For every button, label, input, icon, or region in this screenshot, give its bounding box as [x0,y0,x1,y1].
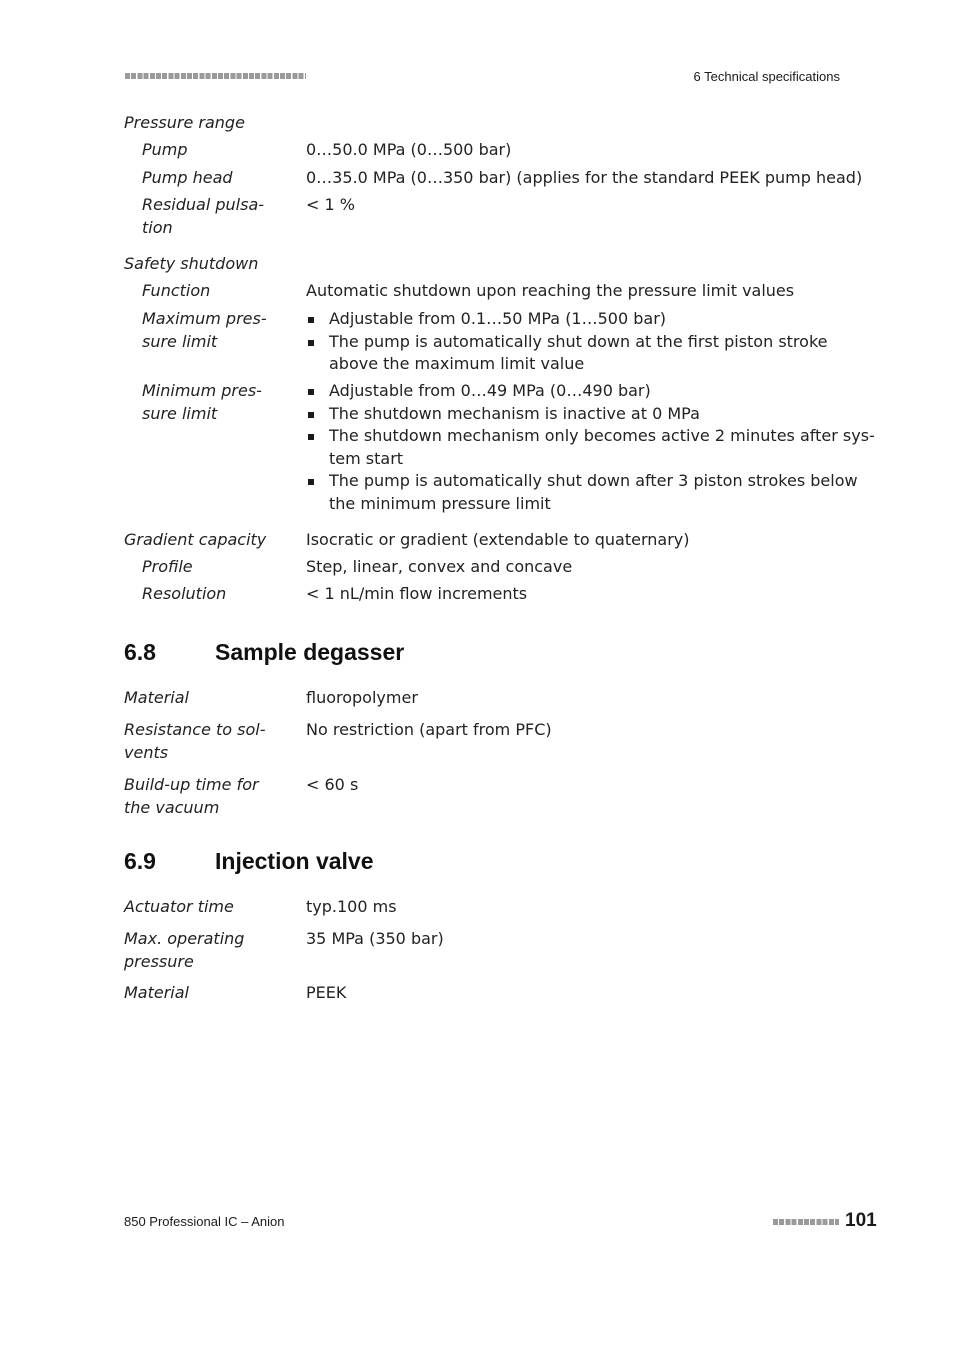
residual-pulsation-label [142,194,264,239]
min-pressure-limit-list [306,380,875,515]
actuator-time-value: typ.100 ms [306,897,397,916]
resistance-label-line-2: vents [124,742,169,762]
footer-decoration [773,1219,839,1225]
max-operating-pressure-label [124,928,244,973]
list-item: The pump is automatically shut down after 3 piston strokes below the minimum pressure limit [306,470,875,515]
max-pressure-limit-label [142,308,267,353]
section-heading-sample-degasser [124,639,404,666]
valve-material-value: PEEK [306,983,347,1002]
pump-head-value: 0…35.0 MPa (0…350 bar) (applies for the standard PEEK pump head) [306,168,863,187]
resolution-label: Resolution [142,584,227,603]
section-title: Injection valve [215,848,374,874]
section-heading-injection-valve [124,848,374,875]
running-header: 6 Technical specifications [693,69,840,84]
degasser-material-label: Material [124,688,189,707]
safety-shutdown-label: Safety shutdown [124,254,259,273]
max-label-line-2: sure limit [142,331,218,351]
gradient-capacity-value: Isocratic or gradient (extendable to quaternary) [306,530,690,549]
list-item: Adjustable from 0.1…50 MPa (1…500 bar) [306,308,827,331]
profile-label: Profile [142,557,193,576]
section-number: 6.8 [124,639,156,665]
max-operating-pressure-value: 35 MPa (350 bar) [306,929,444,948]
pump-head-label: Pump head [142,168,233,187]
buildup-time-value: < 60 s [306,775,359,794]
min-label-line-2: sure limit [142,403,218,423]
resistance-value: No restriction (apart from PFC) [306,720,552,739]
buildup-label-line-1: Build-up time for [124,775,259,794]
maxop-label-line-2: pressure [124,951,194,971]
buildup-time-label [124,774,259,819]
function-value: Automatic shutdown upon reaching the pressure limit values [306,281,795,300]
residual-label-line-2: tion [142,217,173,237]
pressure-range-label: Pressure range [124,113,245,132]
buildup-label-line-2: the vacuum [124,797,220,817]
pump-value: 0…50.0 MPa (0…500 bar) [306,140,512,159]
function-label: Function [142,281,211,300]
max-label-line-1: Maximum pres- [142,309,267,328]
list-item: The shutdown mechanism is inactive at 0 MPa [306,403,875,426]
residual-pulsation-value: < 1 % [306,195,355,214]
list-item: Adjustable from 0…49 MPa (0…490 bar) [306,380,875,403]
section-title: Sample degasser [215,639,405,665]
min-label-line-1: Minimum pres- [142,381,262,400]
actuator-time-label: Actuator time [124,897,234,916]
min-pressure-limit-label [142,380,262,425]
residual-label-line-1: Residual pulsa- [142,195,265,214]
resistance-label-line-1: Resistance to sol- [124,720,266,739]
maxop-label-line-1: Max. operating [124,929,245,948]
resolution-value: < 1 nL/min flow increments [306,584,528,603]
section-number: 6.9 [124,848,156,874]
valve-material-label: Material [124,983,189,1002]
list-item: The pump is automatically shut down at the first piston stroke above the maximum limit value [306,331,827,376]
footer-product-name: 850 Professional IC – Anion [124,1214,285,1229]
max-pressure-limit-list [306,308,827,376]
degasser-material-value: fluoropolymer [306,688,418,707]
page-number: 101 [845,1210,877,1231]
header-decoration [125,73,306,79]
profile-value: Step, linear, convex and concave [306,557,573,576]
list-item: The shutdown mechanism only becomes active 2 minutes after sys- tem start [306,425,875,470]
resistance-label [124,719,266,764]
pump-label: Pump [142,140,188,159]
gradient-capacity-label: Gradient capacity [124,530,267,549]
